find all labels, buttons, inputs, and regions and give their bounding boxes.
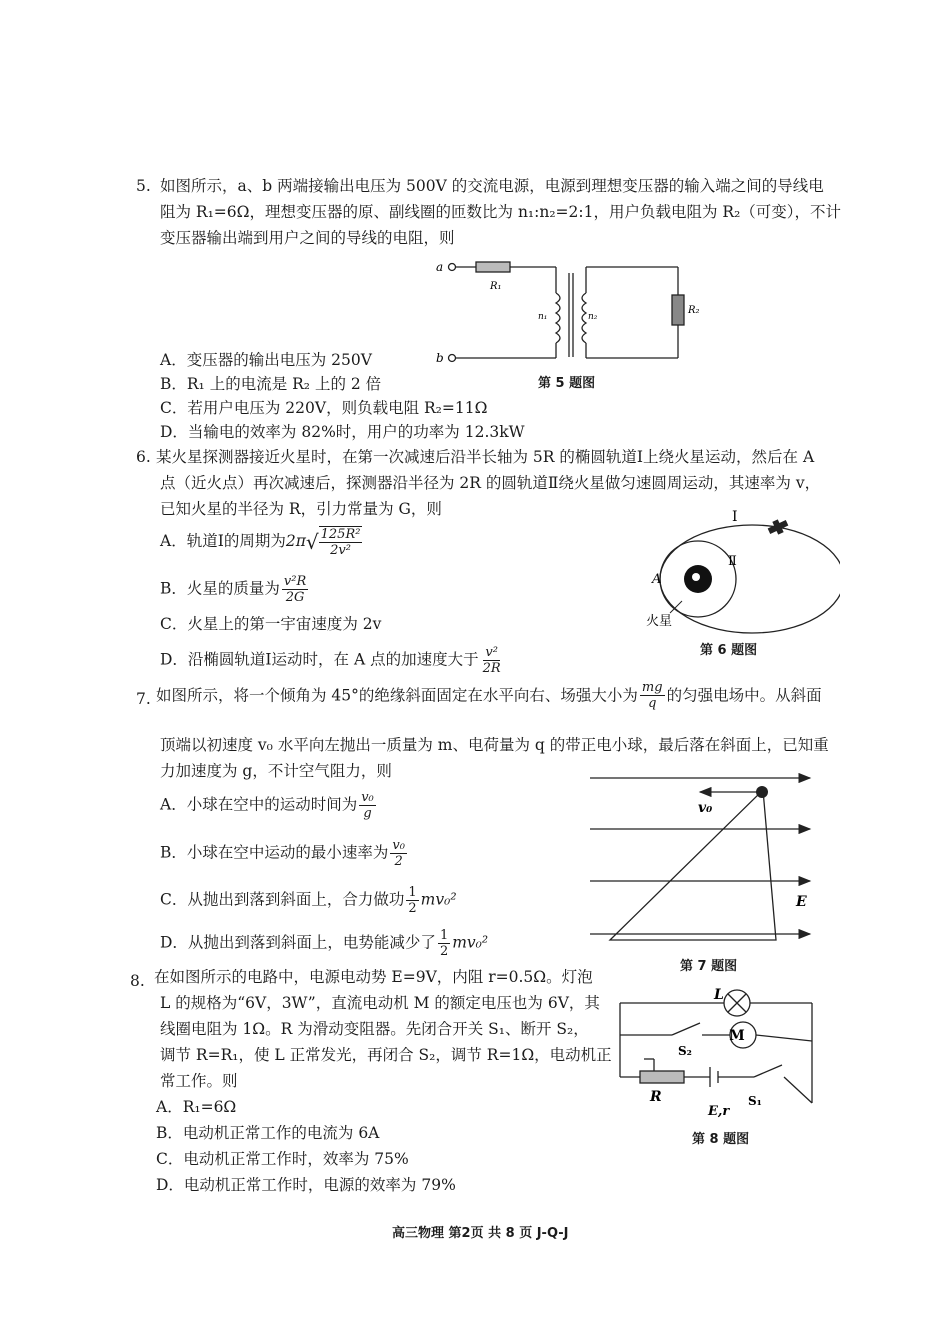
q7-figure-caption: 第 7 题图	[680, 959, 738, 974]
q7-option-b-text: B．小球在空中运动的最小速率为	[160, 843, 389, 862]
q6-option-d-den: 2R	[482, 661, 501, 676]
q8-stem-line5: 常工作。则	[160, 1072, 238, 1090]
q5-option-a: A．变压器的输出电压为 250V	[160, 351, 372, 369]
q7-option-a	[160, 790, 378, 821]
q7-field-num: mg	[641, 680, 663, 695]
q8-stem-line1: 在如图所示的电路中，电源电动势 E=9V，内阻 r=0.5Ω。灯泡	[154, 968, 593, 986]
q7-stem-line3: 力加速度为 g，不计空气阻力，则	[160, 762, 392, 780]
q7-incline-field-diagram	[588, 768, 823, 950]
q6-stem-line3: 已知火星的半径为 R，引力常量为 G，则	[160, 500, 442, 518]
q6-number: 6.	[136, 448, 151, 466]
q5-stem-line2: 阻为 R₁=6Ω，理想变压器的原、副线圈的匝数比为 n₁:n₂=2:1，用户负载电阻为 R₂（可变），不计	[160, 203, 842, 221]
q5-transformer-circuit-diagram	[430, 255, 710, 390]
q6-point-a-label: A	[652, 572, 662, 587]
q7-option-c-num: 1	[408, 885, 417, 900]
q6-stem-line1: 某火星探测器接近火星时，在第一次减速后沿半长轴为 5R 的椭圆轨道Ⅰ上绕火星运动，然后在 A	[156, 448, 815, 466]
q7-option-b-den: 2	[394, 854, 403, 869]
q7-v0-label: v₀	[698, 800, 713, 816]
q5-stem-line1: 如图所示，a、b 两端接输出电压为 500V 的交流电源，电源到理想变压器的输入端之间的导线电	[160, 177, 824, 195]
q8-option-d: D．电动机正常工作时，电源的效率为 79%	[156, 1176, 456, 1194]
q6-option-b-den: 2G	[285, 590, 305, 605]
q7-option-a-frac	[359, 790, 376, 821]
q5-number: 5.	[136, 177, 151, 195]
q7-option-b-frac	[390, 838, 407, 869]
q8-stem-line2: L 的规格为“6V，3W”，直流电动机 M 的额定电压也为 6V，其	[160, 994, 600, 1012]
q8-s2-label: S₂	[678, 1044, 692, 1058]
q5-terminal-b-label: b	[436, 351, 444, 365]
q7-option-d-num: 1	[439, 928, 449, 943]
q7-option-c-post: mv₀²	[420, 890, 457, 909]
q6-option-d-frac	[481, 645, 503, 676]
q7-field-frac	[640, 680, 665, 711]
q7-option-d-text: D．从抛出到落到斜面上，电势能减少了	[160, 933, 436, 952]
q5-figure-caption: 第 5 题图	[538, 376, 596, 391]
q7-option-d-post: mv₀²	[452, 933, 489, 952]
q7-number: 7.	[136, 690, 151, 708]
q7-field-e-label: E	[796, 894, 807, 910]
q5-n2-label: n₂	[588, 312, 598, 322]
q6-orbit-diagram	[640, 505, 840, 635]
q5-stem-line3: 变压器输出端到用户之间的导线的电阻，则	[160, 229, 455, 247]
q5-option-c: C．若用户电压为 220V，则负载电阻 R₂=11Ω	[160, 399, 488, 417]
q7-stem-line1-pre: 如图所示，将一个倾角为 45°的绝缘斜面固定在水平向右、场强大小为	[156, 686, 638, 705]
q7-option-d-frac	[438, 928, 450, 959]
q8-s1-label: S₁	[748, 1094, 762, 1108]
q7-stem-line2: 顶端以初速度 v₀ 水平向左抛出一质量为 m、电荷量为 q 的带正电小球，最后落在斜面上，已知重	[160, 736, 829, 754]
q6-stem-line2: 点（近火点）再次减速后，探测器沿半径为 2R 的圆轨道Ⅱ绕火星做匀速圆周运动，其速率为 v，	[160, 474, 821, 492]
q6-figure-caption: 第 6 题图	[700, 643, 758, 658]
q8-option-b: B．电动机正常工作的电流为 6A	[156, 1124, 380, 1142]
q7-field-den: q	[648, 696, 657, 711]
q6-orbit-i-label: Ⅰ	[732, 509, 738, 525]
q5-r1-label: R₁	[490, 281, 502, 292]
q7-option-c	[160, 885, 457, 916]
q7-stem-line1	[156, 680, 822, 711]
q7-option-c-den: 2	[408, 901, 417, 916]
q6-option-d-text: D．沿椭圆轨道Ⅰ运动时，在 A 点的加速度大于	[160, 650, 479, 669]
q5-option-b: B．R₁ 上的电流是 R₂ 上的 2 倍	[160, 375, 382, 393]
q7-option-a-den: g	[363, 806, 372, 821]
q7-option-d-den: 2	[439, 944, 449, 959]
q6-option-a-coef: 2π	[285, 532, 306, 550]
q6-option-b	[160, 574, 310, 605]
q5-option-d: D．当输电的效率为 82%时，用户的功率为 12.3kW	[160, 423, 525, 441]
q6-option-d	[160, 645, 505, 676]
q6-option-d-num: v²	[485, 645, 498, 660]
page-footer: 高三物理 第2页 共 8 页 J-Q-J	[392, 1226, 569, 1241]
q6-option-a-den: 2v²	[330, 543, 351, 558]
q7-option-d	[160, 928, 488, 959]
q8-source-label: E,r	[708, 1104, 730, 1119]
q5-terminal-a-label: a	[436, 260, 444, 274]
probe-icon	[766, 516, 790, 537]
q6-option-a-num: 125R²	[320, 527, 361, 542]
q6-option-a-text: A．轨道Ⅰ的周期为	[160, 532, 286, 550]
q6-option-c: C．火星上的第一宇宙速度为 2v	[160, 615, 382, 633]
q6-option-b-frac	[282, 574, 308, 605]
q6-option-b-text: B．火星的质量为	[160, 579, 280, 598]
q5-n1-label: n₁	[538, 312, 548, 322]
q7-stem-line1-post: 的匀强电场中。从斜面	[666, 686, 822, 705]
q7-option-b	[160, 838, 409, 869]
q6-option-a	[160, 526, 364, 558]
q8-figure-caption: 第 8 题图	[692, 1132, 750, 1147]
q8-stem-line3: 线圈电阻为 1Ω。R 为滑动变阻器。先闭合开关 S₁、断开 S₂，	[160, 1020, 589, 1038]
q5-r2-label: R₂	[688, 305, 700, 316]
sqrt-icon: √	[305, 530, 319, 554]
q8-option-a: A．R₁=6Ω	[156, 1098, 237, 1116]
q8-option-c: C．电动机正常工作时，效率为 75%	[156, 1150, 409, 1168]
q8-lamp-label: L	[714, 987, 724, 1003]
q7-option-b-num: v₀	[392, 838, 405, 853]
q7-option-a-num: v₀	[361, 790, 374, 805]
q7-option-c-frac	[406, 885, 418, 916]
q6-orbit-ii-label: Ⅱ	[728, 554, 737, 569]
q6-option-a-frac	[319, 526, 363, 558]
q6-option-b-num: v²R	[283, 574, 307, 589]
q8-rheostat-label: R	[650, 1089, 662, 1105]
q8-number: 8.	[130, 972, 145, 990]
q8-motor-label: M	[729, 1028, 745, 1044]
q7-option-c-text: C．从抛出到落到斜面上，合力做功	[160, 890, 405, 909]
q7-option-a-text: A．小球在空中的运动时间为	[160, 795, 358, 814]
q8-stem-line4: 调节 R=R₁，使 L 正常发光，再闭合 S₂，调节 R=1Ω，电动机正	[160, 1046, 612, 1064]
q8-circuit-diagram	[614, 985, 830, 1125]
q6-planet-label: 火星	[646, 614, 673, 629]
